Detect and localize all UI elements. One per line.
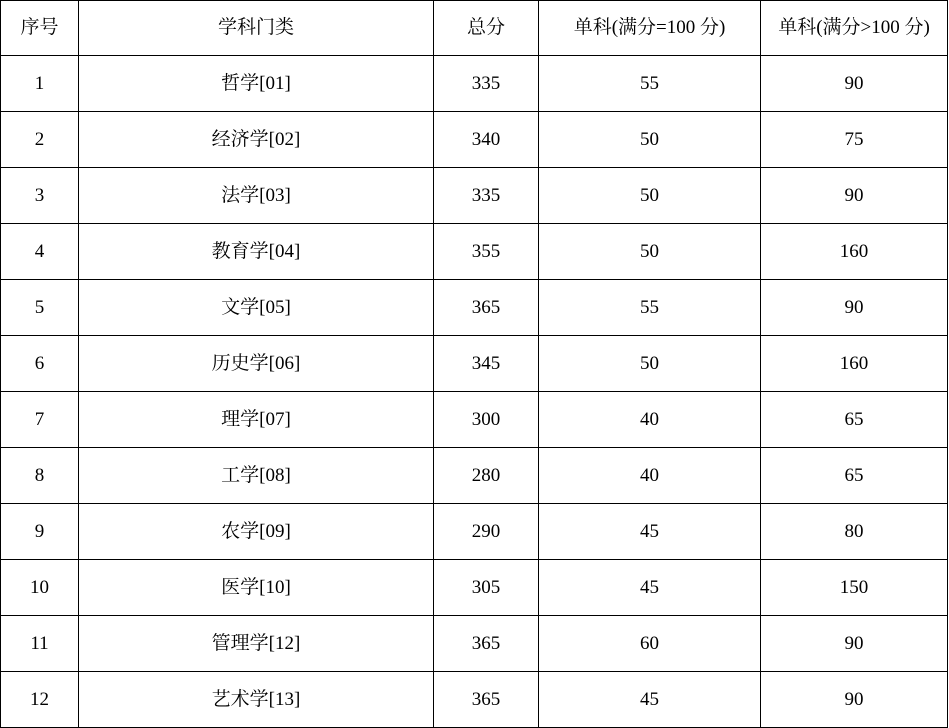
cell-category: 教育学[04] [79, 224, 434, 280]
column-header-subgt100 [761, 1, 948, 56]
column-header-total-label: 总分 [466, 17, 505, 39]
cell-subgt100: 160 [761, 336, 948, 392]
column-header-category-label: 学科门类 [217, 17, 294, 39]
cell-total: 340 [434, 112, 539, 168]
cell-category: 医学[10] [79, 560, 434, 616]
cell-category: 历史学[06] [79, 336, 434, 392]
cell-subgt100: 80 [761, 504, 948, 560]
cell-subgt100: 65 [761, 392, 948, 448]
cell-subgt100: 90 [761, 280, 948, 336]
cell-index: 4 [1, 224, 79, 280]
cell-category: 理学[07] [79, 392, 434, 448]
cell-index: 2 [1, 112, 79, 168]
column-header-index-label: 序号 [20, 17, 59, 39]
cell-category: 管理学[12] [79, 616, 434, 672]
table-row [1, 224, 948, 280]
column-header-total [434, 1, 539, 56]
table-row [1, 504, 948, 560]
cell-total: 335 [434, 168, 539, 224]
cell-subgt100: 90 [761, 616, 948, 672]
cell-category: 哲学[01] [79, 56, 434, 112]
cell-index: 9 [1, 504, 79, 560]
cell-sub100: 50 [539, 336, 761, 392]
cell-sub100: 45 [539, 504, 761, 560]
table-row [1, 280, 948, 336]
cell-total: 345 [434, 336, 539, 392]
table-row [1, 560, 948, 616]
table-row [1, 336, 948, 392]
cell-total: 290 [434, 504, 539, 560]
cell-index: 1 [1, 56, 79, 112]
cell-category: 艺术学[13] [79, 672, 434, 728]
column-header-subgt100-label: 单科(满分>100 分) [778, 17, 930, 39]
column-header-index [1, 1, 79, 56]
table-row [1, 392, 948, 448]
cell-subgt100: 75 [761, 112, 948, 168]
cell-subgt100: 150 [761, 560, 948, 616]
column-header-sub100-label: 单科(满分=100 分) [573, 17, 726, 39]
cell-total: 300 [434, 392, 539, 448]
cell-category: 文学[05] [79, 280, 434, 336]
cell-total: 355 [434, 224, 539, 280]
cell-total: 335 [434, 56, 539, 112]
cell-subgt100: 65 [761, 448, 948, 504]
cell-category: 农学[09] [79, 504, 434, 560]
cell-category: 工学[08] [79, 448, 434, 504]
cell-sub100: 50 [539, 112, 761, 168]
cell-index: 12 [1, 672, 79, 728]
cell-total: 280 [434, 448, 539, 504]
cell-total: 365 [434, 280, 539, 336]
table-row [1, 448, 948, 504]
cell-category: 经济学[02] [79, 112, 434, 168]
cell-sub100: 45 [539, 672, 761, 728]
cell-total: 365 [434, 672, 539, 728]
cell-index: 8 [1, 448, 79, 504]
cell-total: 365 [434, 616, 539, 672]
column-header-sub100 [539, 1, 761, 56]
cell-sub100: 40 [539, 392, 761, 448]
cell-index: 11 [1, 616, 79, 672]
cell-sub100: 55 [539, 280, 761, 336]
cell-sub100: 55 [539, 56, 761, 112]
table-body [1, 56, 948, 728]
cell-sub100: 60 [539, 616, 761, 672]
cell-subgt100: 90 [761, 672, 948, 728]
cell-subgt100: 90 [761, 56, 948, 112]
table-row [1, 168, 948, 224]
column-header-category [79, 1, 434, 56]
cell-total: 305 [434, 560, 539, 616]
cell-sub100: 45 [539, 560, 761, 616]
cell-index: 6 [1, 336, 79, 392]
cell-index: 5 [1, 280, 79, 336]
cell-subgt100: 90 [761, 168, 948, 224]
table-header-row [1, 1, 948, 56]
table-row [1, 112, 948, 168]
cell-sub100: 50 [539, 168, 761, 224]
cell-subgt100: 160 [761, 224, 948, 280]
cell-index: 3 [1, 168, 79, 224]
cell-sub100: 40 [539, 448, 761, 504]
table-header [1, 1, 948, 56]
cell-sub100: 50 [539, 224, 761, 280]
cell-index: 7 [1, 392, 79, 448]
cell-category: 法学[03] [79, 168, 434, 224]
cell-index: 10 [1, 560, 79, 616]
table-row [1, 56, 948, 112]
table-row [1, 672, 948, 728]
table-row [1, 616, 948, 672]
